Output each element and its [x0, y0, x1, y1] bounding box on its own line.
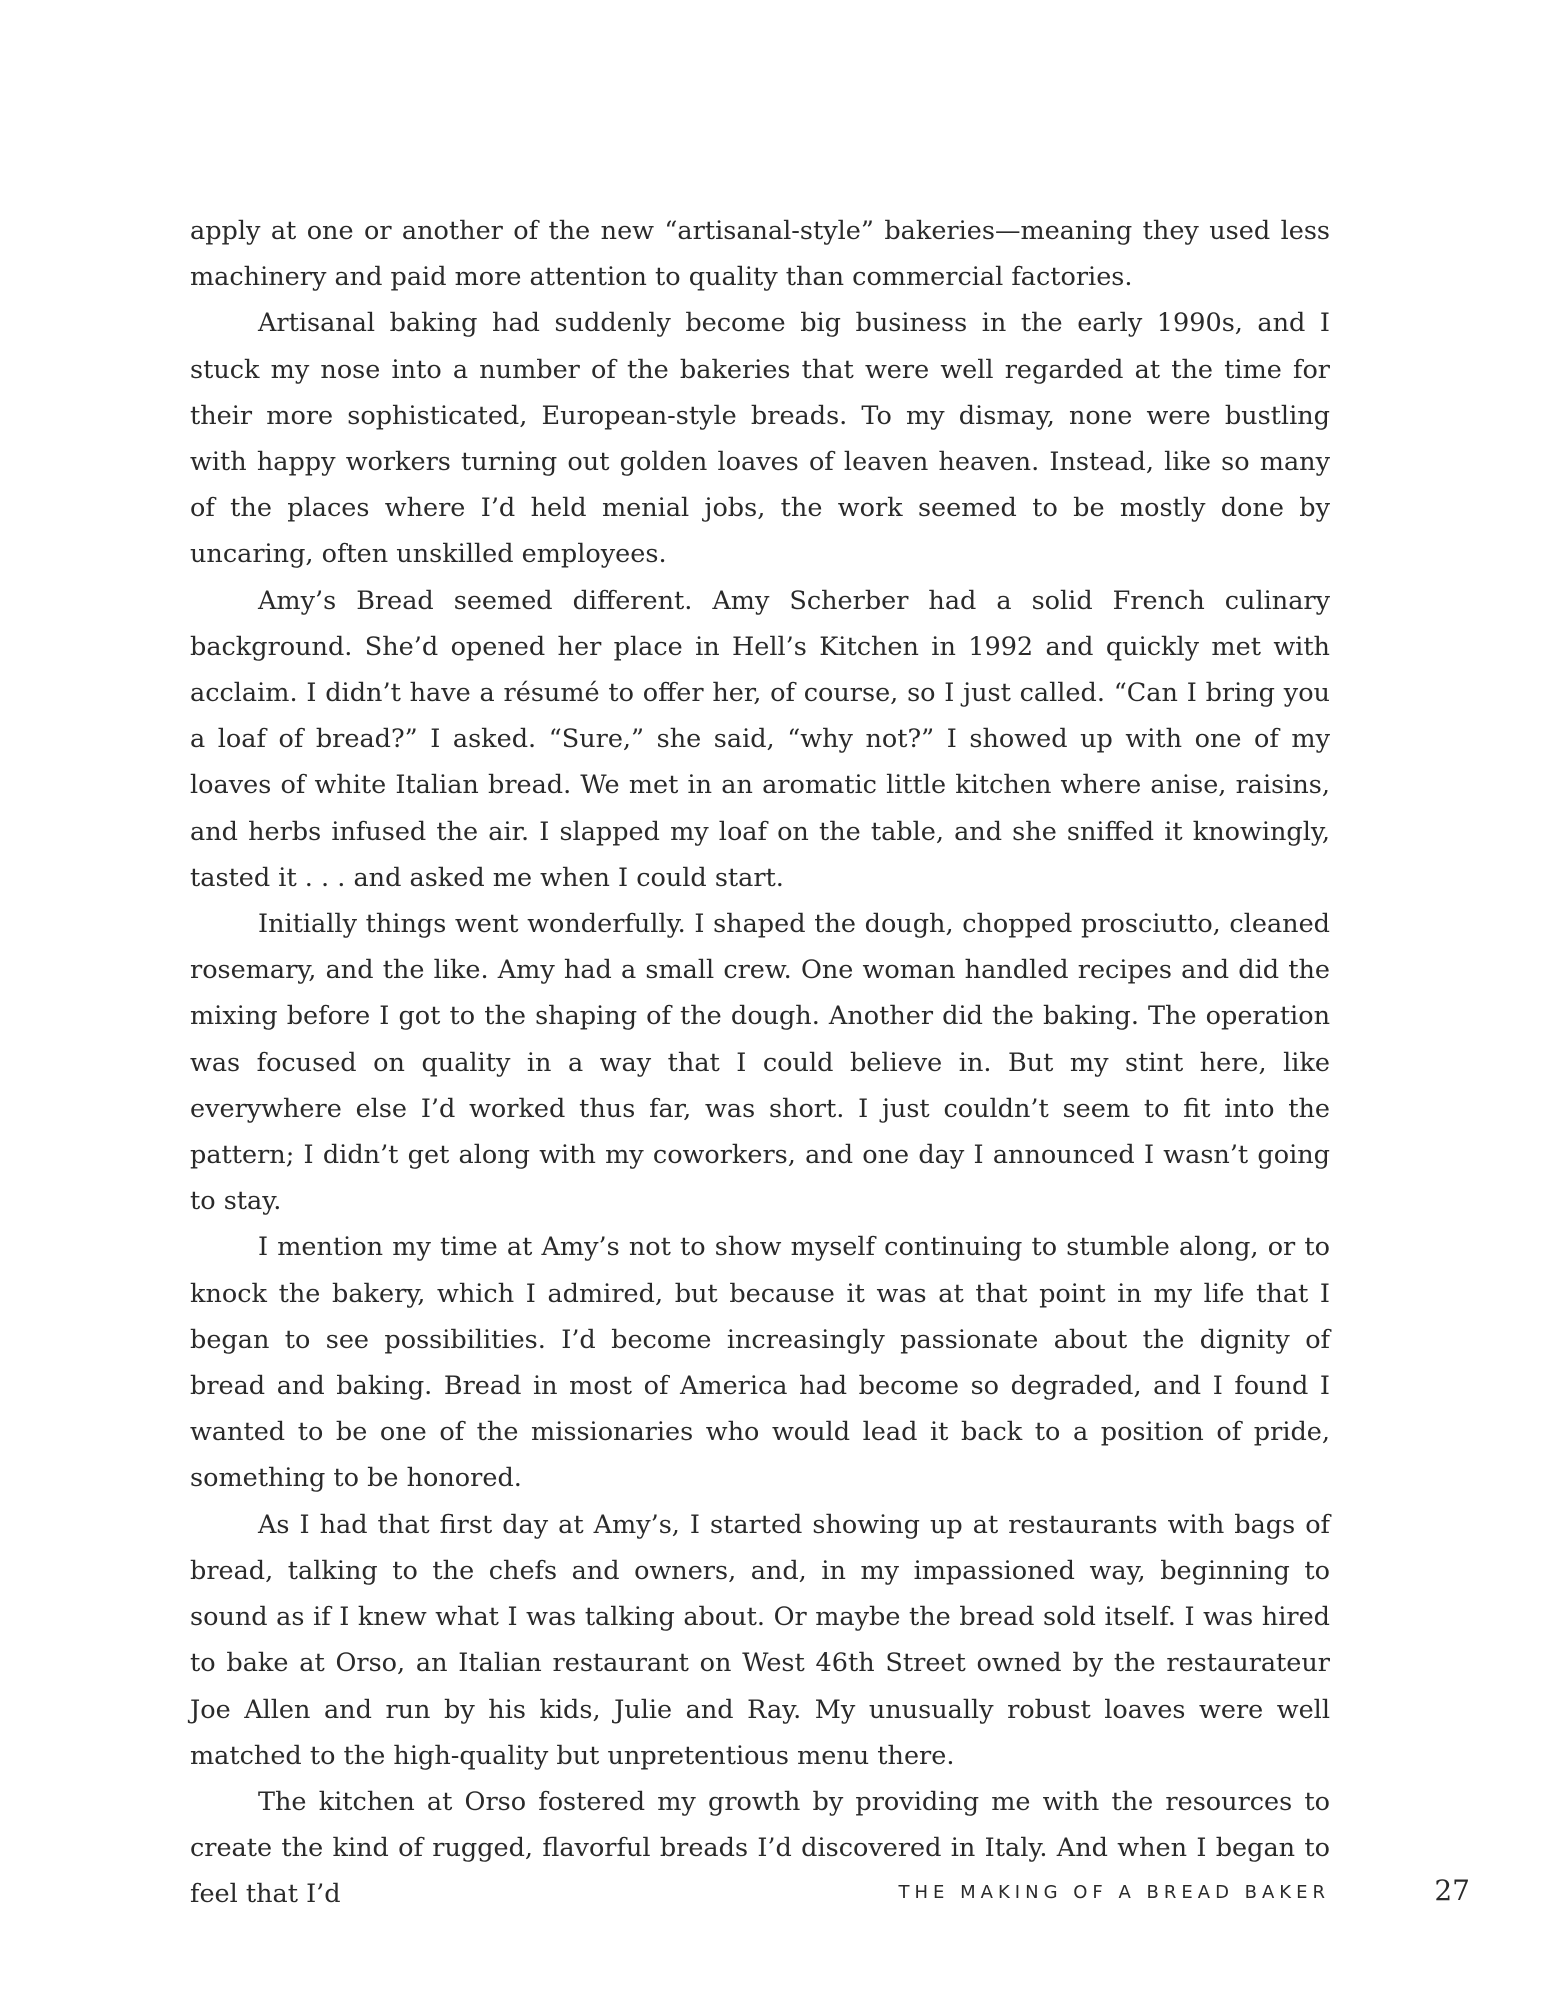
paragraph-3: Amy’s Bread seemed different. Amy Scherber had a solid French culinary background. She’d opened her place in Hell’s Kitchen in 1992 and quickly met with acclaim. I didn’t have a résumé to offer her, of course, so I just called. “Can I bring you a loaf of bread?” I asked. “Sure,” she said, “why not?” I showed up with one of my loaves of white Italian bread. We met in an aromatic little kitchen where anise, raisins, and herbs infused the air. I slapped my loaf on the table, and she sniffed it knowingly, tasted it . . . and asked me when I could start.: [190, 585, 1330, 893]
page-number: 27: [1434, 1874, 1470, 1907]
paragraph-7: The kitchen at Orso fostered my growth by providing me with the resources to create the kind of rugged, flavorful breads I’d discovered in Italy. And when I began to feel that I’d: [190, 1786, 1330, 1910]
paragraph-5: I mention my time at Amy’s not to show myself continuing to stumble along, or to knock the bakery, which I admired, but because it was at that point in my life that I began to see possibilities. I’d become increasingly passionate about the dignity of bread and baking. Bread in most of America had become so degraded, and I found I wanted to be one of the missionaries who would lead it back to a position of pride, something to be honored.: [190, 1232, 1330, 1494]
running-head: THE MAKING OF A BREAD BAKER: [898, 1882, 1330, 1903]
paragraph-2: Artisanal baking had suddenly become big business in the early 1990s, and I stuck my nose into a number of the bakeries that were well regarded at the time for their more sophisticated, European-style breads. To my dismay, none were bustling with happy workers turning out golden loaves of leaven heaven. Instead, like so many of the places where I’d held menial jobs, the work seemed to be mostly done by uncaring, often unskilled employees.: [190, 308, 1330, 570]
body-text: [190, 208, 1330, 1918]
paragraph-1: apply at one or another of the new “artisanal-style” bakeries—meaning they used less machinery and paid more attention to quality than commercial factories.: [190, 216, 1330, 293]
paragraph-4: Initially things went wonderfully. I shaped the dough, chopped prosciutto, cleaned rosemary, and the like. Amy had a small crew. One woman handled recipes and did the mixing before I got to the shaping of the dough. Another did the baking. The operation was focused on quality in a way that I could believe in. But my stint here, like everywhere else I’d worked thus far, was short. I just couldn’t seem to fit into the pattern; I didn’t get along with my coworkers, and one day I announced I wasn’t going to stay.: [190, 909, 1330, 1217]
paragraph-6: As I had that first day at Amy’s, I started showing up at restaurants with bags of bread, talking to the chefs and owners, and, in my impassioned way, beginning to sound as if I knew what I was talking about. Or maybe the bread sold itself. I was hired to bake at Orso, an Italian restaurant on West 46th Street owned by the restaurateur Joe Allen and run by his kids, Julie and Ray. My unusually robust loaves were well matched to the high-quality but unpretentious menu there.: [190, 1509, 1330, 1771]
